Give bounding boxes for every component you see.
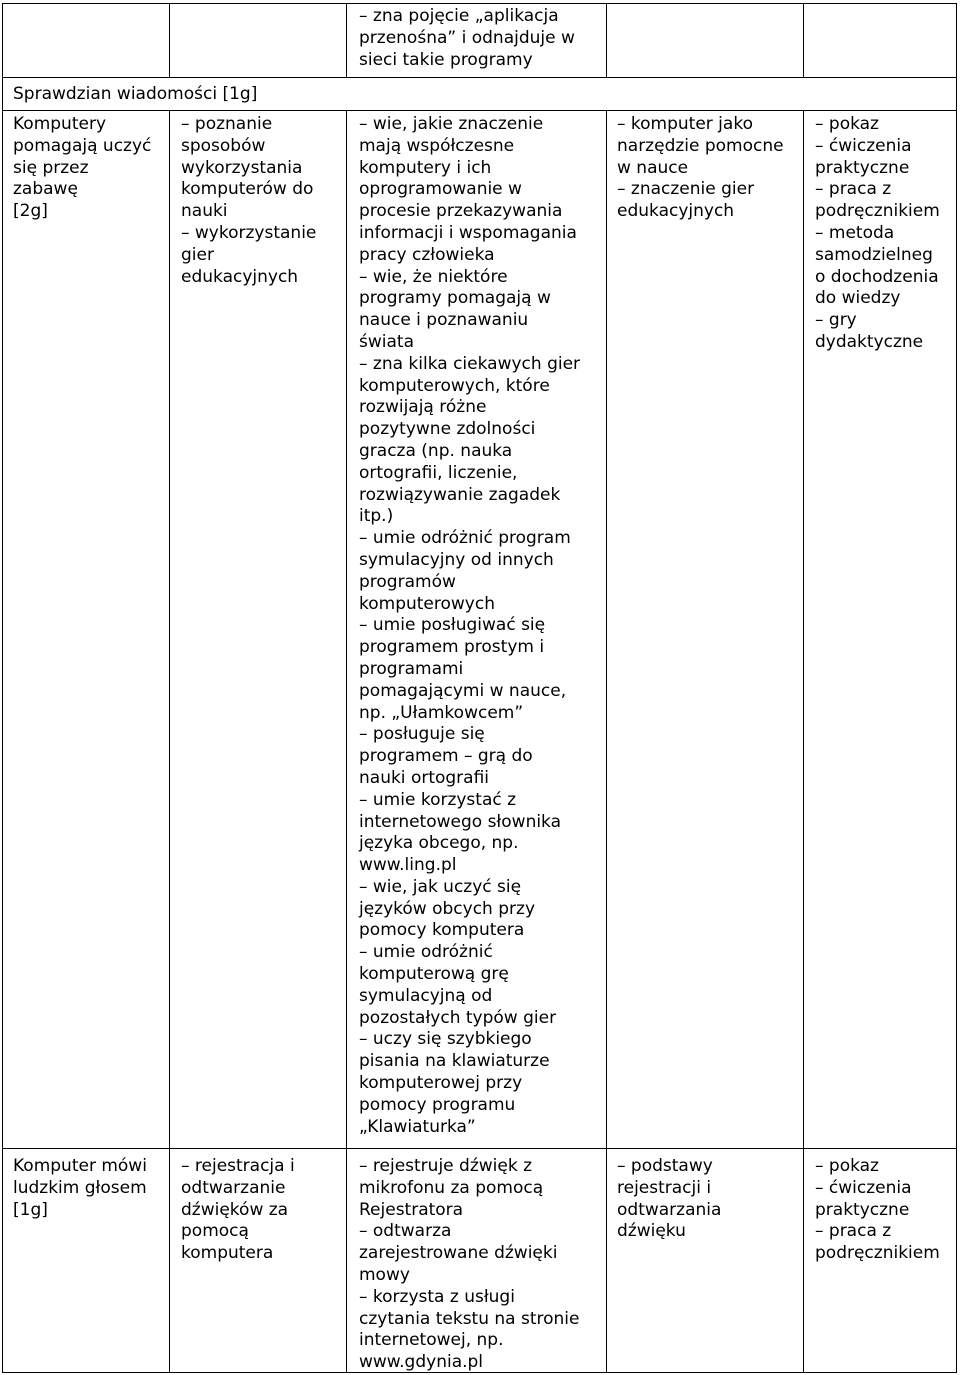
cell-line: – wykorzystanie (181, 222, 317, 243)
cell-line: – ćwiczenia (815, 1177, 912, 1198)
cell-line: pisania na klawiaturze (359, 1051, 550, 1072)
cell-line: – poznanie (181, 114, 273, 134)
cell-line: odtwarzanie (181, 1177, 286, 1198)
cell-contents (617, 1156, 721, 1243)
cell-line: – praca z (815, 179, 892, 200)
cell-line: edukacyjnych (181, 266, 299, 287)
cell-line: – posługuje się (359, 724, 485, 745)
cell-line: – wie, jak uczyć się (359, 876, 522, 897)
cell-line: nauce i poznawaniu (359, 310, 529, 331)
cell-line: narzędzie pomocne (617, 135, 784, 156)
cell-line: – umie korzystać z (359, 789, 517, 810)
cell-line: do wiedzy (815, 288, 901, 309)
cell-line: rozwiązywanie zagadek (359, 484, 561, 505)
cell-topic (13, 1156, 147, 1221)
cell-line: świata (359, 331, 414, 352)
table-border-right (956, 3, 957, 1373)
column-divider-4 (803, 110, 804, 1373)
cell-goals (181, 114, 316, 288)
cell-line: procesie przekazywania (359, 201, 563, 222)
cell-contents (617, 114, 784, 223)
cell-line: mowy (359, 1264, 410, 1285)
cell-line: – rejestracja i (181, 1156, 295, 1176)
cell-line: – komputer jako (617, 114, 753, 134)
cell-line: ortografii, liczenie, (359, 462, 518, 483)
table-border-section-top (2, 77, 957, 78)
cell-line: – ćwiczenia (815, 135, 912, 156)
cell-line: komputerów do (181, 179, 314, 200)
cell-learning-outcomes (359, 1156, 580, 1374)
cell-line: – pokaz (815, 114, 879, 134)
cell-line: – znaczenie gier (617, 179, 755, 200)
cell-line: – zna pojęcie „aplikacja (359, 6, 559, 26)
cell-line: Rejestratora (359, 1199, 464, 1220)
cell-line: – rejestruje dźwięk z (359, 1156, 533, 1176)
column-divider-3 (606, 110, 607, 1373)
cell-methods (815, 114, 940, 354)
cell-line: [2g] (13, 201, 48, 222)
cell-line: – metoda (815, 222, 895, 243)
cell-line: – uczy się szybkiego (359, 1029, 532, 1050)
cell-topic (13, 114, 151, 223)
cell-line: – praca z (815, 1221, 892, 1242)
table-border-row-separator (2, 1148, 957, 1149)
cell-line: – umie posługiwać się (359, 615, 546, 636)
cell-line: pozostałych typów gier (359, 1007, 557, 1028)
cell-line: nauki ortografii (359, 767, 490, 788)
cell-line: – gry (815, 310, 857, 331)
cell-line: komputera (181, 1243, 274, 1264)
cell-line: oprogramowanie w (359, 179, 522, 200)
cell-line: pomocą (181, 1221, 249, 1242)
cell-line: nauki (181, 201, 228, 222)
cell-line: czytania tekstu na stronie (359, 1308, 580, 1329)
cell-line: odtwarzania (617, 1199, 722, 1220)
column-divider-4 (803, 3, 804, 78)
column-divider-3 (606, 3, 607, 78)
cell-line: [1g] (13, 1199, 48, 1220)
cell-line: mają współczesne (359, 135, 515, 156)
column-divider-1 (169, 110, 170, 1373)
cell-line: gier (181, 244, 214, 265)
cell-line: programem prostym i (359, 637, 545, 658)
cell-line: np. „Ułamkowcem” (359, 702, 524, 723)
cell-line: w nauce (617, 157, 689, 178)
cell-line: mikrofonu za pomocą (359, 1177, 544, 1198)
cell-line: www.gdynia.pl (359, 1352, 484, 1373)
cell-line: rejestracji i (617, 1177, 712, 1198)
cell-goals (181, 1156, 295, 1265)
cell-line: www.ling.pl (359, 855, 457, 876)
cell-line: podręcznikiem (815, 201, 940, 222)
cell-line: pomagającymi w nauce, (359, 680, 567, 701)
cell-line: komputerowych, które (359, 375, 550, 396)
cell-methods (815, 1156, 940, 1265)
cell-line: sposobów (181, 135, 266, 156)
table-border-top (2, 3, 957, 4)
cell-line: zabawę (13, 179, 78, 200)
cell-line: praktyczne (815, 157, 910, 178)
cell-line: programów (359, 571, 456, 592)
table-border-left (2, 3, 3, 1373)
cell-line: symulacyjny od innych (359, 549, 554, 570)
cell-line: się przez (13, 157, 89, 178)
cell-line: itp.) (359, 506, 394, 527)
cell-line: internetowej, np. (359, 1330, 504, 1351)
cell-line: „Klawiaturka” (359, 1116, 476, 1137)
cell-line: pomocy programu (359, 1094, 516, 1115)
cell-line: ludzkim głosem (13, 1177, 147, 1198)
cell-line: praktyczne (815, 1199, 910, 1220)
cell-line: dźwięków za (181, 1199, 289, 1220)
cell-line: przenośna” i odnajduje w (359, 27, 575, 48)
cell-line: podręcznikiem (815, 1243, 940, 1264)
cell-line: edukacyjnych (617, 201, 735, 222)
cell-line: – korzysta z usługi (359, 1286, 515, 1307)
cell-line: internetowego słownika (359, 811, 562, 832)
cell-line: rozwijają różne (359, 397, 487, 418)
column-divider-2 (346, 3, 347, 78)
cell-line: Komputer mówi (13, 1156, 147, 1176)
cell-line: samodzielneg (815, 244, 933, 265)
cell-line: programem – grą do (359, 746, 533, 767)
cell-line: – umie odróżnić program (359, 528, 571, 549)
cell-line: – wie, jakie znaczenie (359, 114, 544, 134)
cell-line: symulacyjną od (359, 985, 493, 1006)
column-divider-2 (346, 110, 347, 1373)
cell-line: sieci takie programy (359, 49, 533, 70)
cell-line: programami (359, 658, 464, 679)
cell-line: informacji i wspomagania (359, 222, 577, 243)
cell-line: dydaktyczne (815, 331, 924, 352)
cell-line: pomocy komputera (359, 920, 525, 941)
cell-line: gracza (np. nauka (359, 440, 513, 461)
cell-line: programy pomagają w (359, 288, 551, 309)
column-divider-1 (169, 3, 170, 78)
cell-line: języków obcych przy (359, 898, 536, 919)
cell-line: – pokaz (815, 1156, 879, 1176)
table-border-section-bottom (2, 110, 957, 111)
cell-line: komputerowej przy (359, 1073, 523, 1094)
cell-line: pozytywne zdolności (359, 419, 536, 440)
cell-line: zarejestrowane dźwięki (359, 1243, 558, 1264)
cell-learning-outcomes (359, 6, 575, 71)
cell-line: – odtwarza (359, 1221, 452, 1242)
cell-line: pomagają uczyć (13, 135, 152, 156)
cell-line: – wie, że niektóre (359, 266, 508, 287)
cell-line: wykorzystania (181, 157, 303, 178)
cell-line: komputery i ich (359, 157, 492, 178)
section-header: Sprawdzian wiadomości [1g] (13, 84, 258, 104)
cell-line: o dochodzenia (815, 266, 939, 287)
cell-line: komputerowych (359, 593, 495, 614)
cell-line: dźwięku (617, 1221, 686, 1242)
cell-line: – podstawy (617, 1156, 713, 1176)
cell-line: komputerową grę (359, 964, 509, 985)
cell-line: – zna kilka ciekawych gier (359, 353, 581, 374)
cell-line: – umie odróżnić (359, 942, 493, 963)
cell-line: Komputery (13, 114, 107, 134)
cell-line: pracy człowieka (359, 244, 495, 265)
cell-learning-outcomes (359, 114, 580, 1138)
cell-line: języka obcego, np. (359, 833, 519, 854)
